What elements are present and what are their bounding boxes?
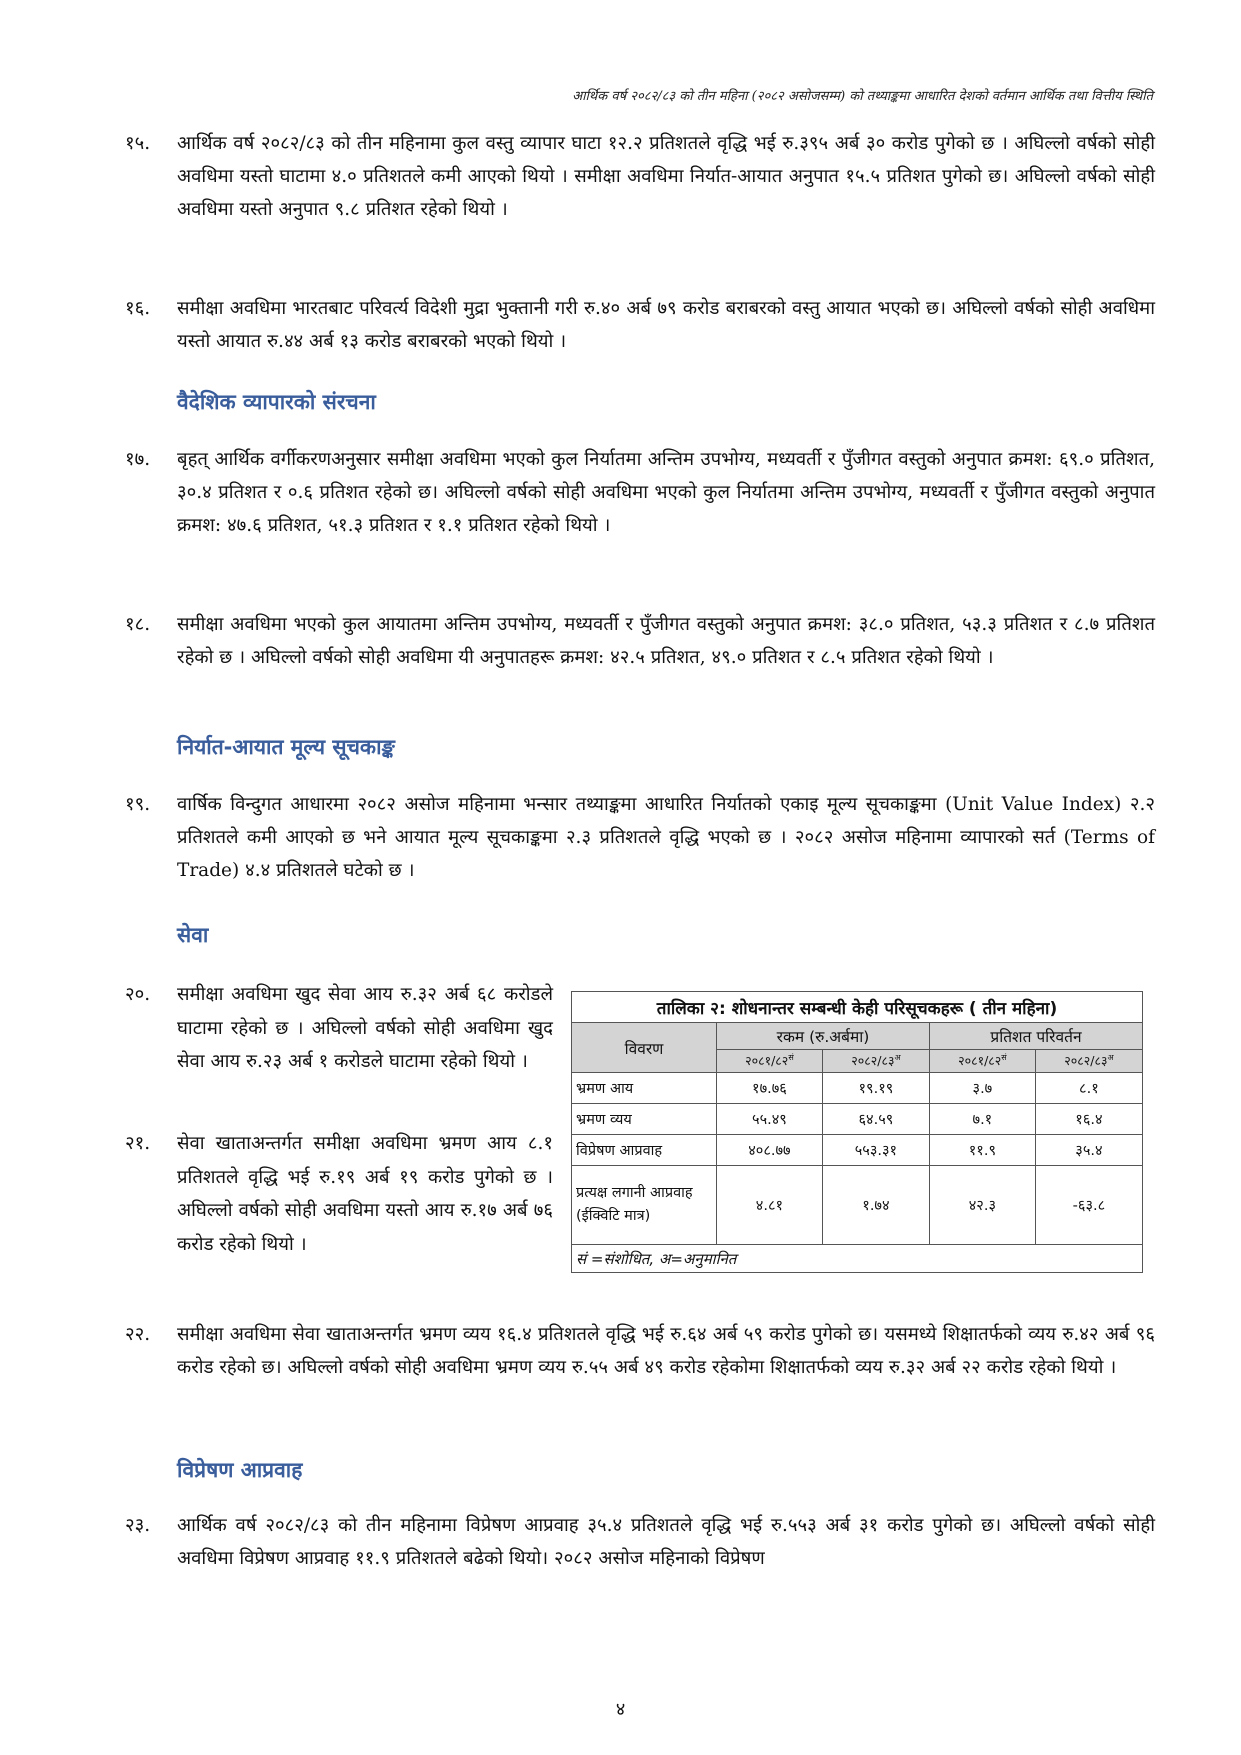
cell-value: ११.९ — [929, 1135, 1035, 1166]
paragraph-16 — [125, 292, 1155, 358]
cell-value: ६४.५९ — [822, 1104, 929, 1135]
section-heading-services: सेवा — [177, 923, 209, 947]
paragraph-text: समीक्षा अवधिमा खुद सेवा आय रु.३२ अर्ब ६८ करोडले घाटामा रहेको छ । अघिल्लो वर्षको सोही अवधिमा खुद सेवा आय रु.२३ अर्ब १ करोडले घाटामा रहेको थियो । — [177, 984, 553, 1072]
cell-value: ७.१ — [929, 1104, 1035, 1135]
cell-value: ४०८.७७ — [717, 1135, 823, 1166]
running-header: आर्थिक वर्ष २०८२/८३ को तीन महिना (२०८२ असोजसम्म) को तथ्याङ्कमा आधारित देशको वर्तमान आर्थिक तथा वित्तीय स्थिति — [572, 89, 1153, 104]
paragraph-number: २०. — [125, 984, 151, 1005]
paragraph-text: वार्षिक विन्दुगत आधारमा २०८२ असोज महिनामा भन्सार तथ्याङ्कमा आधारित निर्यातको एकाइ मूल्य सूचकाङ्कमा (Unit Value Index) २.२ प्रतिशतले कमी आएको छ भने आयात मूल्य सूचकाङ्कमा २.३ प्रतिशतले वृद्धि भएको छ । २०८२ असोज महिनामा व्यापारको सर्त (Terms of Trade) ४.४ प्रतिशतले घटेको छ । — [177, 794, 1155, 881]
paragraph-22 — [125, 1318, 1155, 1384]
paragraph-text: बृहत् आर्थिक वर्गीकरणअनुसार समीक्षा अवधिमा भएको कुल निर्यातमा अन्तिम उपभोग्य, मध्यवर्ती र पुँजीगत वस्तुको अनुपात क्रमश: ६९.० प्रतिशत, ३०.४ प्रतिशत र ०.६ प्रतिशत रहेको छ। अघिल्लो वर्षको सोही अवधिमा भएको कुल निर्यातमा अन्तिम उपभोग्य, मध्यवर्ती र पुँजीगत वस्तुको अनुपात क्रमश: ४७.६ प्रतिशत, ५१.३ प्रतिशत र १.१ प्रतिशत रहेको थियो । — [177, 449, 1155, 536]
row-label: प्रत्यक्ष लगानी आप्रवाह (ईक्विटि मात्र) — [572, 1166, 717, 1245]
table-subheader: $२०८२/८३^अ$ — [822, 1050, 929, 1073]
paragraph-number: १९. — [125, 794, 151, 815]
paragraph-number: १८. — [125, 614, 151, 635]
paragraph-text: सेवा खाताअन्तर्गत समीक्षा अवधिमा भ्रमण आय ८.१ प्रतिशतले वृद्धि भई रु.१९ अर्ब १९ करोड पुगेको छ । अघिल्लो वर्षको सोही अवधिमा यस्तो आय रु.१७ अर्ब ७६ करोड रहेको थियो । — [177, 1133, 553, 1255]
paragraph-17 — [125, 443, 1155, 542]
paragraph-23 — [125, 1509, 1155, 1575]
paragraph-19 — [125, 788, 1155, 887]
cell-value: १९.१९ — [822, 1073, 929, 1104]
cell-value: १६.४ — [1035, 1104, 1142, 1135]
row-label: विप्रेषण आप्रवाह — [572, 1135, 717, 1166]
cell-value: ८.१ — [1035, 1073, 1142, 1104]
paragraph-number: २३. — [125, 1515, 151, 1536]
paragraph-18 — [125, 608, 1155, 674]
cell-value: ५५३.३१ — [822, 1135, 929, 1166]
cell-value: १.७४ — [822, 1166, 929, 1245]
paragraph-number: १५. — [125, 133, 151, 154]
paragraph-20 — [125, 978, 553, 1079]
paragraph-number: १७. — [125, 449, 151, 470]
cell-value: १७.७६ — [717, 1073, 823, 1104]
paragraph-number: २२. — [125, 1324, 151, 1345]
cell-value: ३५.४ — [1035, 1135, 1142, 1166]
cell-value: ५५.४९ — [717, 1104, 823, 1135]
table-row — [572, 1166, 1143, 1245]
paragraph-21 — [125, 1127, 553, 1261]
paragraph-text: समीक्षा अवधिमा भारतबाट परिवर्त्य विदेशी मुद्रा भुक्तानी गरी रु.४० अर्ब ७९ करोड बराबरको वस्तु आयात भएको छ। अघिल्लो वर्षको सोही अवधिमा यस्तो आयात रु.४४ अर्ब १३ करोड बराबरको भएको थियो । — [177, 298, 1155, 352]
cell-value: -६३.८ — [1035, 1166, 1142, 1245]
table-row — [572, 1135, 1143, 1166]
paragraph-number: १६. — [125, 298, 151, 319]
table-note: सं =संशोधित, अ=अनुमानित — [572, 1245, 1143, 1273]
paragraph-15 — [125, 127, 1155, 226]
paragraph-text: आर्थिक वर्ष २०८२/८३ को तीन महिनामा विप्रेषण आप्रवाह ३५.४ प्रतिशतले वृद्धि भई रु.५५३ अर्ब ३१ करोड पुगेको छ। अघिल्लो वर्षको सोही अवधिमा विप्रेषण आप्रवाह ११.९ प्रतिशतले बढेको थियो। २०८२ असोज महिनाको विप्रेषण — [177, 1515, 1155, 1569]
page-number: ४ — [615, 1699, 626, 1720]
table-subheader: $२०८१/८२^{सं}$ — [929, 1050, 1035, 1073]
balance-of-payments-table — [571, 991, 1143, 1273]
paragraph-text: समीक्षा अवधिमा भएको कुल आयातमा अन्तिम उपभोग्य, मध्यवर्ती र पुँजीगत वस्तुको अनुपात क्रमश: ३८.० प्रतिशत, ५३.३ प्रतिशत र ८.७ प्रतिशत रहेको छ । अघिल्लो वर्षको सोही अवधिमा यी अनुपातहरू क्रमश: ४२.५ प्रतिशत, ४९.० प्रतिशत र ८.५ प्रतिशत रहेको थियो । — [177, 614, 1155, 668]
table-header-amount: रकम (रु.अर्बमा) — [717, 1023, 930, 1050]
section-heading-export-import-price-index: निर्यात-आयात मूल्य सूचकाङ्क — [177, 735, 395, 759]
paragraph-number: २१. — [125, 1133, 151, 1154]
cell-value: ४.८१ — [717, 1166, 823, 1245]
cell-value: ४२.३ — [929, 1166, 1035, 1245]
row-label: भ्रमण व्यय — [572, 1104, 717, 1135]
section-heading-remittance-inflow: विप्रेषण आप्रवाह — [177, 1458, 303, 1482]
table-subheader: $२०८२/८३^अ$ — [1035, 1050, 1142, 1073]
table-title: तालिका २: शोधनान्तर सम्बन्धी केही परिसूचकहरू ( तीन महिना) — [572, 992, 1143, 1023]
paragraph-text: आर्थिक वर्ष २०८२/८३ को तीन महिनामा कुल वस्तु व्यापार घाटा १२.२ प्रतिशतले वृद्धि भई रु.३९५ अर्ब ३० करोड पुगेको छ । अघिल्लो वर्षको सोही अवधिमा यस्तो घाटामा ४.० प्रतिशतले कमी आएको थियो । समीक्षा अवधिमा निर्यात-आयात अनुपात १५.५ प्रतिशत पुगेको छ। अघिल्लो वर्षको सोही अवधिमा यस्तो अनुपात ९.८ प्रतिशत रहेको थियो । — [177, 133, 1155, 220]
section-heading-foreign-trade-structure: वैदेशिक व्यापारको संरचना — [177, 390, 376, 414]
row-label: भ्रमण आय — [572, 1073, 717, 1104]
table-header-percent-change: प्रतिशत परिवर्तन — [929, 1023, 1142, 1050]
table-header-description: विवरण — [572, 1023, 717, 1073]
table-row — [572, 1104, 1143, 1135]
table-subheader: $२०८१/८२^{सं}$ — [717, 1050, 823, 1073]
cell-value: ३.७ — [929, 1073, 1035, 1104]
table-row — [572, 1073, 1143, 1104]
paragraph-text: समीक्षा अवधिमा सेवा खाताअन्तर्गत भ्रमण व्यय १६.४ प्रतिशतले वृद्धि भई रु.६४ अर्ब ५९ करोड पुगेको छ। यसमध्ये शिक्षातर्फको व्यय रु.४२ अर्ब ९६ करोड रहेको छ। अघिल्लो वर्षको सोही अवधिमा भ्रमण व्यय रु.५५ अर्ब ४९ करोड रहेकोमा शिक्षातर्फको व्यय रु.३२ अर्ब २२ करोड रहेको थियो । — [177, 1324, 1155, 1378]
